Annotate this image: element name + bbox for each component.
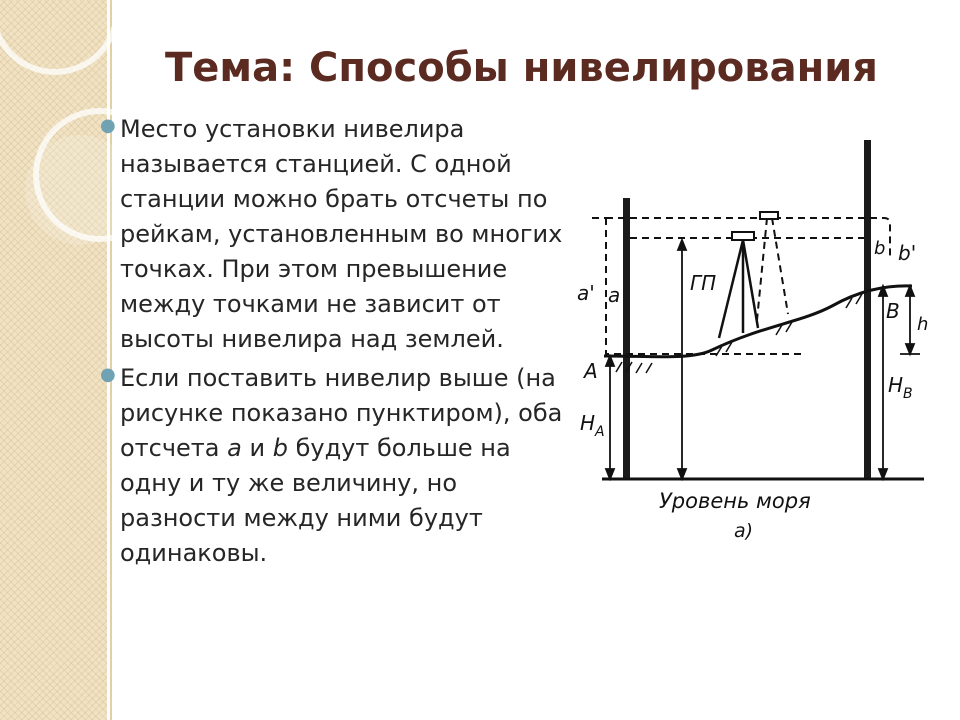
bullet-text-2-part1: Если поставить нивелир выше (на рисунке показано пунктиром), оба отсчета [120, 364, 563, 462]
bullet-text-2-mid: и [241, 434, 273, 462]
label-a-prime: a' [577, 281, 595, 305]
leveling-diagram [572, 130, 960, 550]
label-b: b [874, 238, 886, 259]
height-arrows [606, 240, 920, 479]
label-h: h [917, 314, 929, 335]
label-B: B [886, 299, 900, 323]
variable-b: b [272, 434, 288, 462]
list-item [98, 112, 568, 357]
level-instrument [719, 232, 758, 338]
page-title: Тема: Способы нивелирования [165, 45, 878, 91]
rod-right [864, 140, 871, 480]
label-b-prime: b' [898, 241, 917, 265]
decorative-circles [0, 0, 112, 300]
list-item [98, 361, 568, 571]
bullet-text-1: Место установки нивелира называется станцией. С одной станции можно брать отсчеты по рейкам, установленным во многих точках. При этом превышение между точками не зависит от высоты нивелира над землей. [120, 115, 563, 353]
label-A: A [584, 359, 598, 383]
high-tripod-leg-1 [757, 218, 767, 320]
label-gp: ГП [690, 271, 717, 295]
bullet-list [98, 112, 568, 575]
bullet-icon: ● [100, 115, 116, 136]
bullet-icon: ● [100, 364, 116, 385]
label-a: a [608, 283, 621, 307]
high-tripod-leg-2 [772, 218, 788, 314]
label-H-B: $H_B$ [888, 373, 913, 402]
rods [623, 140, 871, 480]
variable-a: a [227, 434, 242, 462]
ground-hatching [616, 294, 862, 373]
figure-caption: а) [734, 520, 754, 542]
label-sea-level: Уровень моря [659, 489, 811, 513]
rod-left [623, 198, 630, 480]
high-level-instrument [760, 212, 778, 219]
label-H-A: $H_A$ [580, 411, 605, 440]
bullet-text-2-part2: будут больше на одну и ту же величину, но разности между ними будут одинаковы. [120, 434, 511, 567]
